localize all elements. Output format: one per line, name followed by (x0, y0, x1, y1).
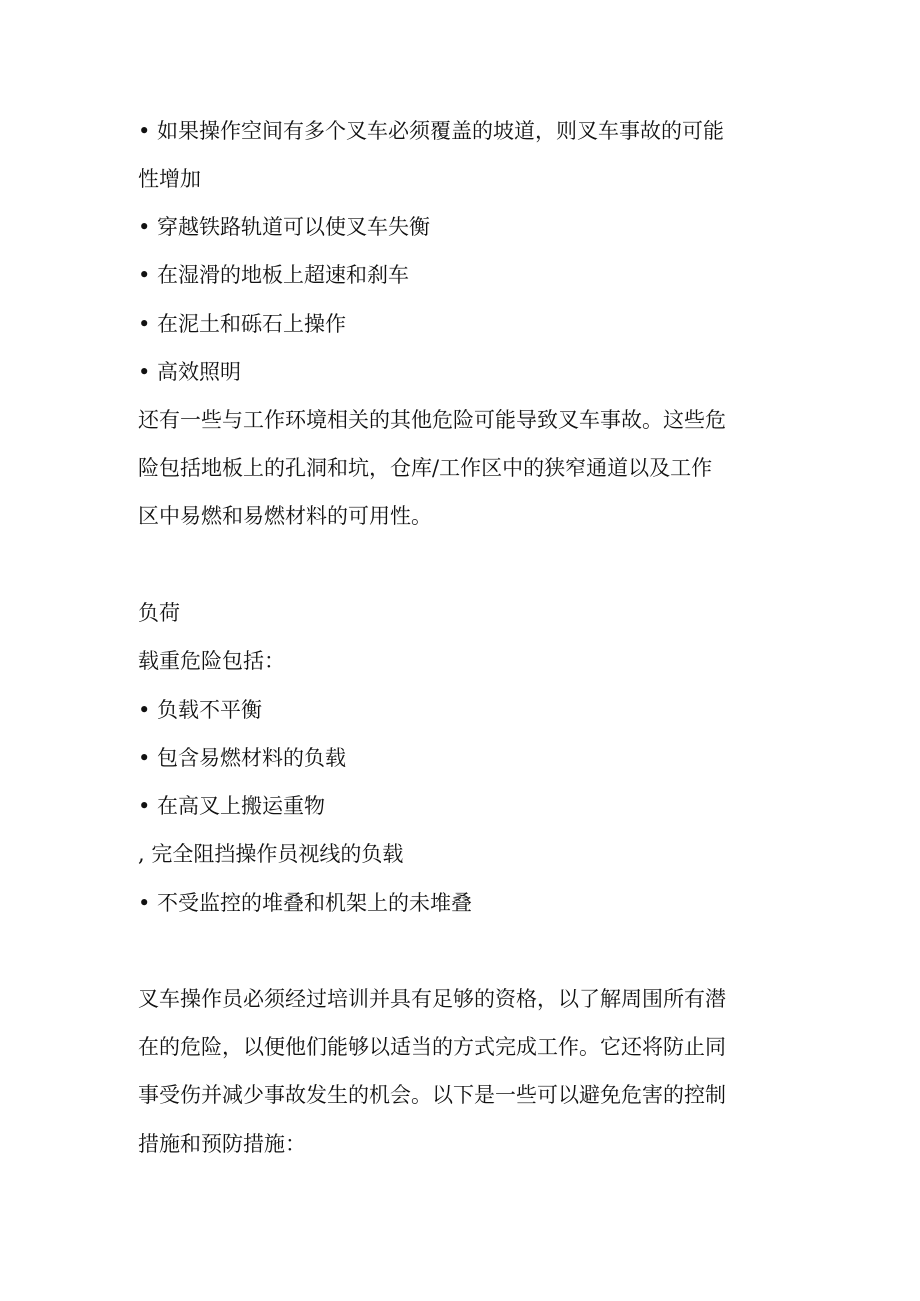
paragraph-training-line-4: 措施和预防措施： (138, 1132, 306, 1156)
paragraph-environment-line-1: 还有一些与工作环境相关的其他危险可能导致叉车事故。这些危 (138, 408, 726, 432)
bullet-mud-gravel: • 在泥土和砾石上操作 (138, 312, 347, 336)
paragraph-training-line-2: 在的危险，以便他们能够以适当的方式完成工作。它还将防止同 (138, 1035, 726, 1059)
paragraph-environment-line-3: 区中易燃和易燃材料的可用性。 (138, 504, 432, 528)
bullet-unmonitored-stacking: • 不受监控的堆叠和机架上的未堆叠 (138, 891, 473, 915)
bullet-unbalanced-load: • 负载不平衡 (138, 698, 263, 722)
bullet-lighting: • 高效照明 (138, 360, 242, 384)
paragraph-environment-line-2: 险包括地板上的孔洞和坑，仓库/工作区中的狭窄通道以及工作 (138, 456, 713, 480)
paragraph-training-line-3: 事受伤并减少事故发生的机会。以下是一些可以避免危害的控制 (138, 1083, 726, 1107)
load-hazards-intro: 载重危险包括： (138, 649, 285, 673)
bullet-flammable-load: • 包含易燃材料的负载 (138, 746, 347, 770)
bullet-rail-tracks: • 穿越铁路轨道可以使叉车失衡 (138, 215, 431, 239)
bullet-slippery-floor: • 在湿滑的地板上超速和刹车 (138, 263, 410, 287)
item-blocked-view-load: , 完全阻挡操作员视线的负载 (138, 842, 404, 866)
bullet-ramps-line-1: • 如果操作空间有多个叉车必须覆盖的坡道，则叉车事故的可能 (138, 119, 725, 143)
bullet-heavy-high-fork: • 在高叉上搬运重物 (138, 794, 326, 818)
section-heading-load: 负荷 (138, 601, 180, 625)
bullet-ramps-line-2: 性增加 (138, 167, 201, 191)
paragraph-training-line-1: 叉车操作员必须经过培训并具有足够的资格，以了解周围所有潜 (138, 987, 726, 1011)
